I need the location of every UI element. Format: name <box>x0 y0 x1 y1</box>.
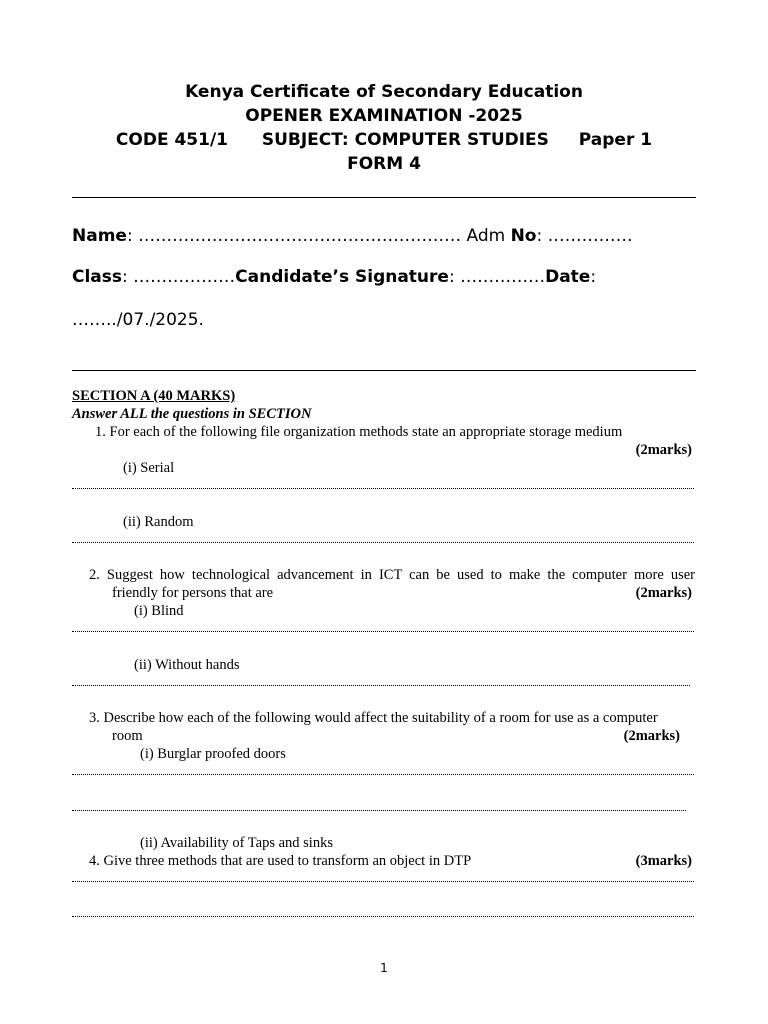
exam-paper: Paper 1 <box>578 130 653 150</box>
answer-line[interactable] <box>72 542 694 543</box>
date-label: Date <box>545 267 591 287</box>
question-2-text-line2: friendly for persons that are <box>112 585 274 601</box>
date-field-line <box>72 309 204 331</box>
fields-divider <box>72 370 696 371</box>
exam-form: FORM 4 <box>347 154 421 174</box>
question-2-text-line1: 2. Suggest how technological advancement in ICT can be used to make the computer more user <box>89 567 695 583</box>
answer-line[interactable] <box>72 685 690 686</box>
question-1-text: 1. For each of the following file organization methods state an appropriate storage medium <box>95 424 623 440</box>
question-2-part-i: (i) Blind <box>134 603 184 619</box>
question-1-part-ii: (ii) Random <box>123 514 194 530</box>
answer-line[interactable] <box>72 774 694 775</box>
answer-line[interactable] <box>72 916 694 917</box>
question-3-part-ii: (ii) Availability of Taps and sinks <box>140 835 333 851</box>
exam-code: CODE 451/1 <box>115 130 228 150</box>
name-blank[interactable]: : ………………………………………………… Adm <box>126 226 511 246</box>
date-blank[interactable]: ……../07./2025. <box>72 310 204 330</box>
answer-line[interactable] <box>72 881 694 882</box>
page-number: 1 <box>380 961 388 975</box>
question-2-part-ii: (ii) Without hands <box>134 657 240 673</box>
question-3-text-line1: 3. Describe how each of the following would affect the suitability of a room for use as a computer <box>89 710 658 726</box>
question-3-marks: (2marks) <box>623 728 680 744</box>
section-title: SECTION A (40 MARKS) <box>72 388 236 404</box>
class-field-line <box>72 266 596 288</box>
question-1-marks: (2marks) <box>635 442 692 458</box>
answer-line[interactable] <box>72 810 686 811</box>
class-label: Class <box>72 267 123 287</box>
question-3-text-line2: room <box>112 728 143 744</box>
question-3-part-i: (i) Burglar proofed doors <box>140 746 286 762</box>
exam-body-title: Kenya Certificate of Secondary Education <box>185 82 583 102</box>
answer-line[interactable] <box>72 631 694 632</box>
exam-subject: SUBJECT: COMPUTER STUDIES <box>261 130 549 150</box>
answer-line[interactable] <box>72 488 694 489</box>
exam-name-title: OPENER EXAMINATION -2025 <box>245 106 523 126</box>
question-1-part-i: (i) Serial <box>123 460 175 476</box>
signature-label: Candidate’s Signature <box>235 267 449 287</box>
date-colon: : <box>590 267 597 287</box>
adm-label: No <box>510 226 537 246</box>
question-4-text: 4. Give three methods that are used to transform an object in DTP <box>89 853 472 869</box>
adm-blank[interactable]: : …………… <box>536 226 633 246</box>
name-label: Name <box>72 226 127 246</box>
name-field-line <box>72 225 633 247</box>
question-2-marks: (2marks) <box>635 585 692 601</box>
class-blank[interactable]: : ……………… <box>122 267 236 287</box>
header-divider <box>72 197 696 198</box>
exam-code-line <box>0 128 768 152</box>
exam-header <box>0 80 768 176</box>
section-instruction: Answer ALL the questions in SECTION <box>72 406 312 422</box>
question-4-marks: (3marks) <box>635 853 692 869</box>
signature-blank[interactable]: : …………… <box>448 267 546 287</box>
